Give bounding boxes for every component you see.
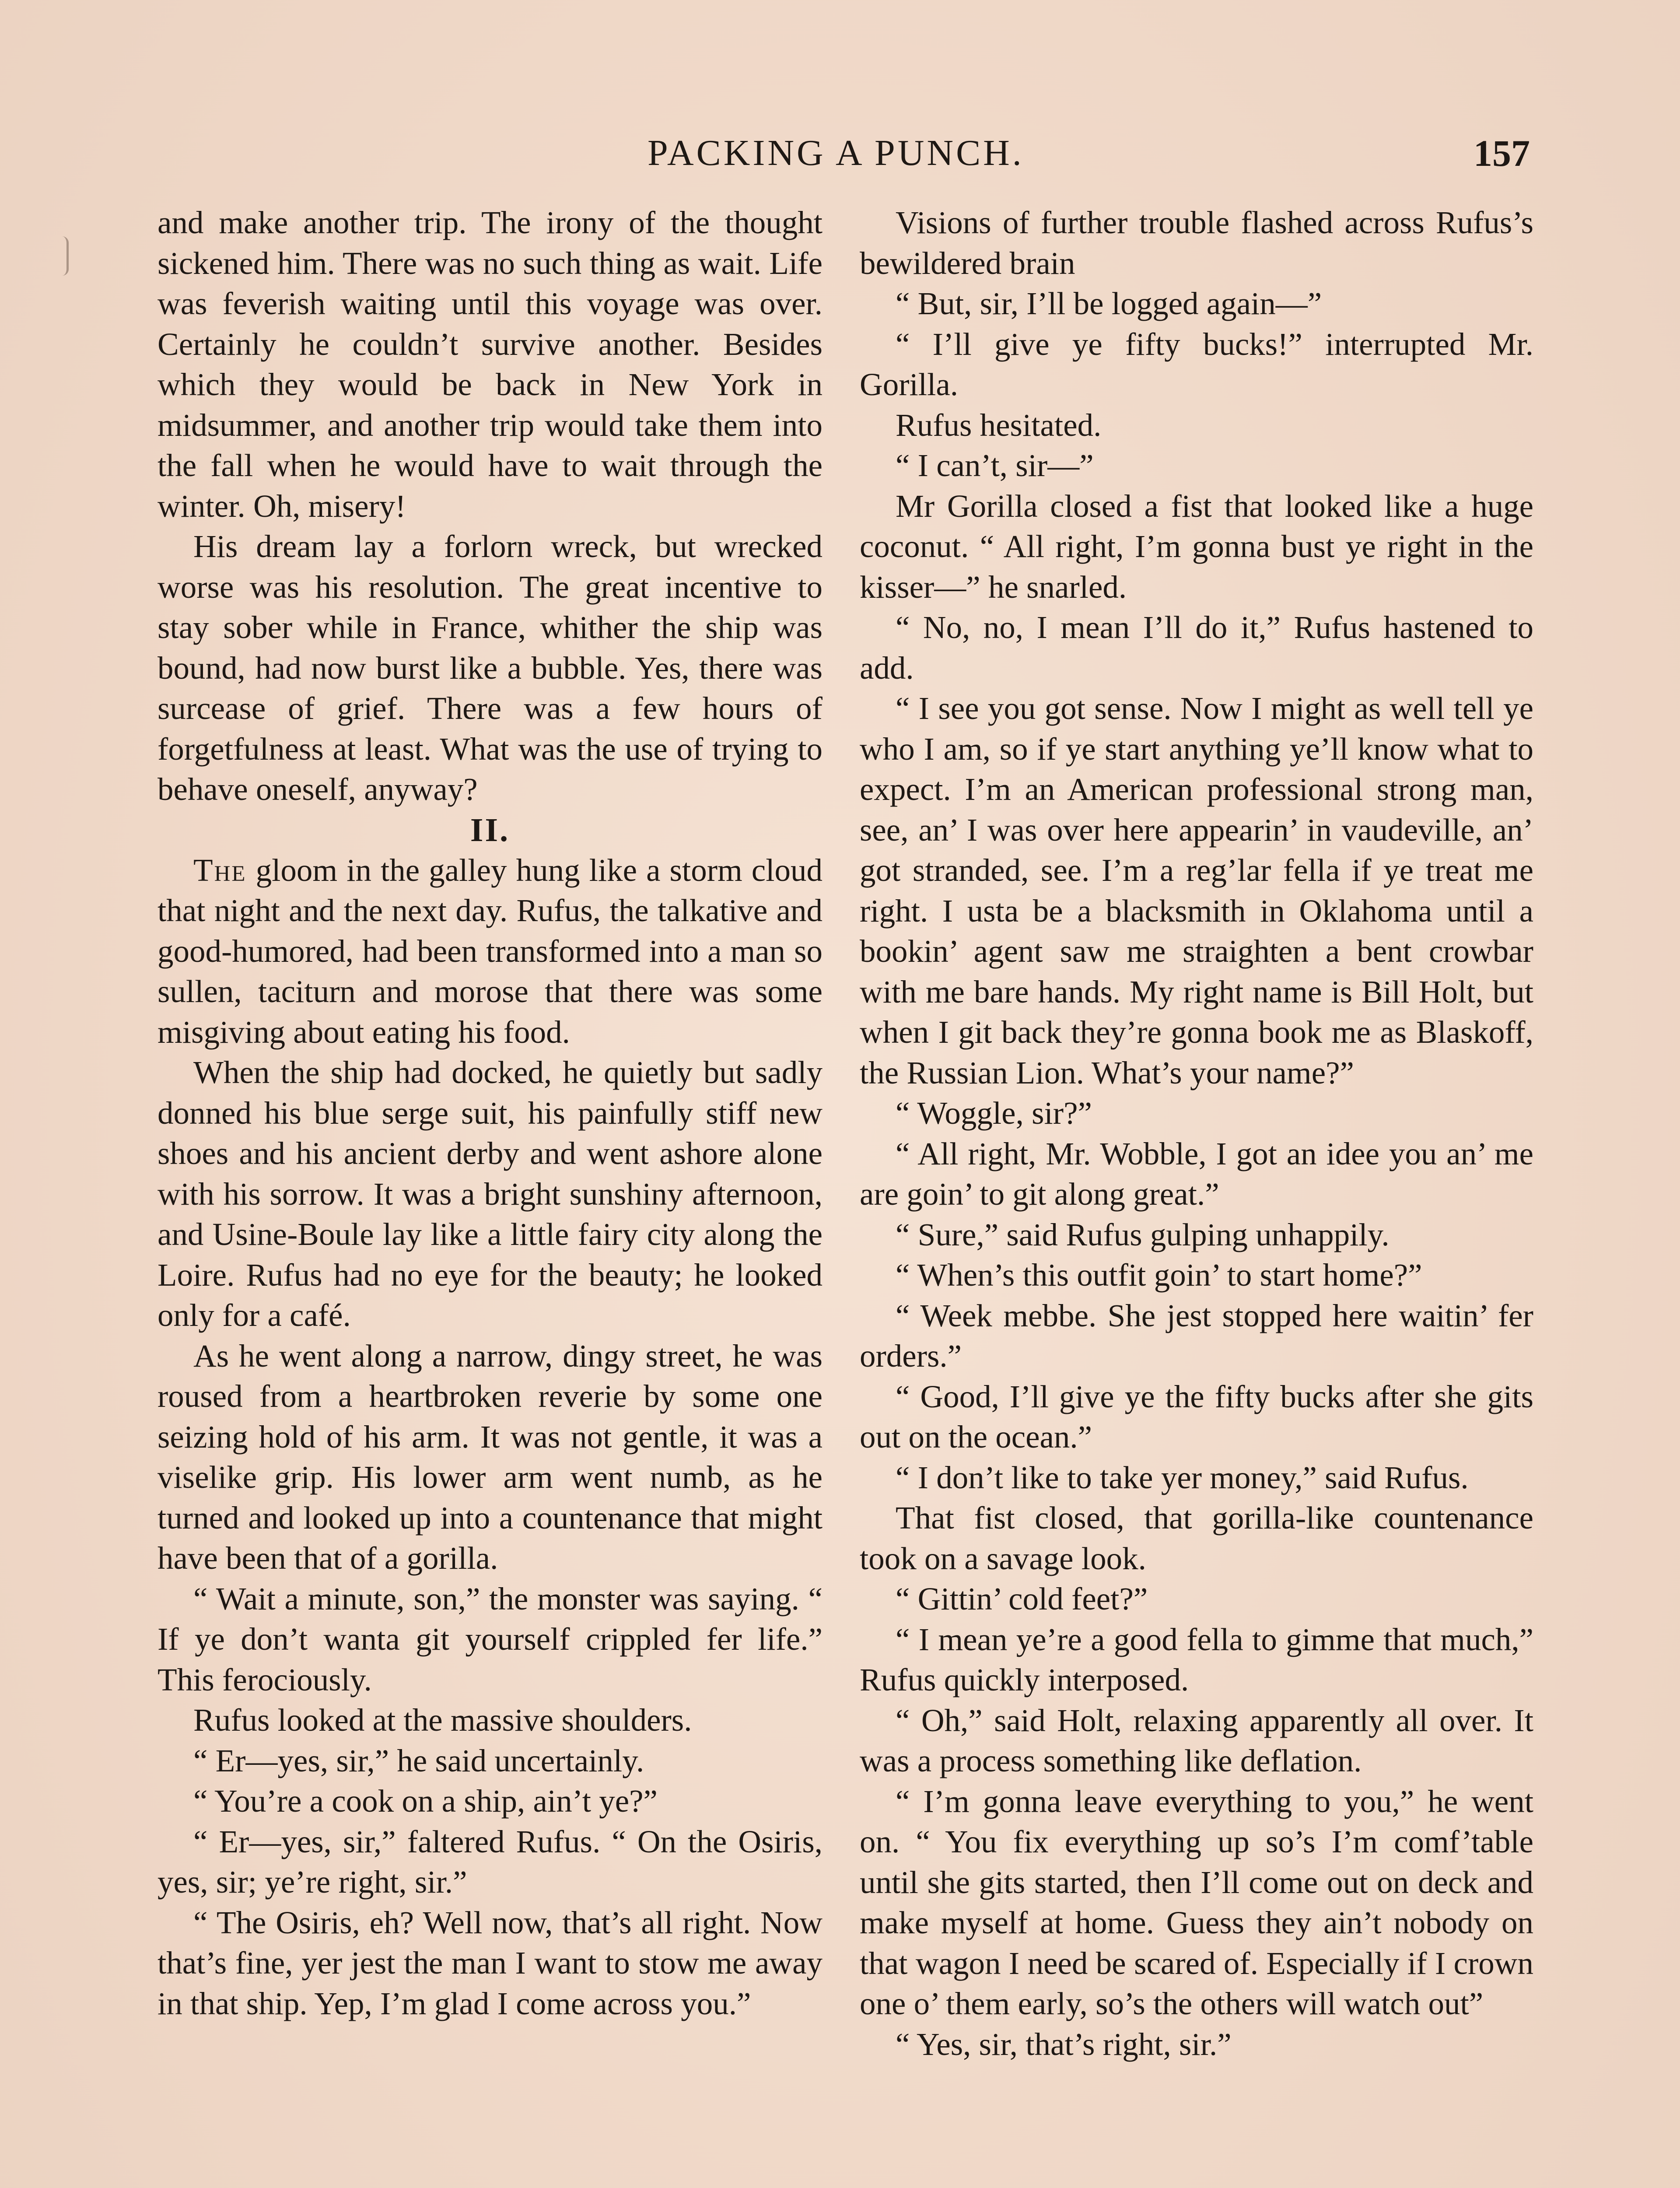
paragraph: Rufus looked at the massive shoulders. [193,1702,692,1738]
paragraph-text: gloom in the galley hung like a storm cloud that night and the next day. Rufus, the talkative and good-humored, had been transformed into a man so sullen, taciturn and morose that there was some misgiving about eating his food. [158,852,822,1050]
paragraph: “ Oh,” said Holt, relaxing apparently all over. It was a process something like deflation. [860,1702,1533,1778]
section-heading: II. [470,811,510,849]
paragraph: “ Er—yes, sir,” faltered Rufus. “ On the Osiris, yes, sir; ye’re right, sir.” [158,1823,822,1900]
margin-pencil-mark [62,236,69,276]
paragraph: “ I see you got sense. Now I might as well tell ye who I am, so if ye start anything ye’ll know what to expect. I’m an American professional strong man, see, an’ I was over here appearin’ in vaudeville, an’ got stranded, see. I’m a reg’lar fella if ye treat me right. I usta be a blacksmith in Oklahoma until a bookin’ agent saw me straighten a bent crowbar with me bare hands. My right name is Bill Holt, but when I git back they’re gonna book me as Blaskoff, the Russian Lion. What’s your name?” [860,691,1533,1090]
paragraph: “ All right, Mr. Wobble, I got an idee you an’ me are goin’ to git along great.” [860,1136,1533,1212]
paragraph: When the ship had docked, he quietly but sadly donned his blue serge suit, his painfully stiff new shoes and his ancient derby and went ashore alone with his sorrow. It was a bright sunshiny afternoon, and Usine-Boule lay like a little fairy city along the Loire. Rufus had no eye for the beauty; he looked only for a café. [158,1055,822,1333]
paragraph: “ Wait a minute, son,” the monster was saying. “ If ye don’t wanta git yourself crippled fer life.” This ferociously. [158,1581,822,1697]
small-caps-lead: The [193,852,247,888]
paragraph: “ I don’t like to take yer money,” said Rufus. [896,1459,1469,1495]
paragraph: “ When’s this outfit goin’ to start home?” [896,1257,1422,1293]
paragraph: “ I can’t, sir—” [896,448,1094,483]
paragraph: “ You’re a cook on a ship, ain’t ye?” [193,1783,658,1819]
paragraph: “ I’ll give ye fifty bucks!” interrupted Mr. Gorilla. [860,326,1533,402]
right-column [860,203,1533,2065]
running-title: PACKING A PUNCH. [648,133,1024,173]
paragraph [158,850,822,1053]
paragraph: “ Woggle, sir?” [896,1095,1092,1131]
paragraph: “ But, sir, I’ll be logged again—” [896,286,1322,321]
paragraph: and make another trip. The irony of the thought sickened him. There was no such thing as wait. Life was feverish waiting until this voyage was over. Certainly he couldn’t survive another. Besides which they would be back in New York in midsummer, and another trip would take them into the fall when he would have to wait through the winter. Oh, misery! [158,205,822,524]
paragraph: “ Gittin’ cold feet?” [896,1581,1148,1616]
paragraph: “ Sure,” said Rufus gulping unhappily. [896,1217,1390,1252]
paragraph: Visions of further trouble flashed across Rufus’s bewildered brain [860,205,1533,281]
paragraph: “ I’m gonna leave everything to you,” he went on. “ You fix everything up so’s I’m comf’table until she gits started, then I’ll come out on deck and make myself at home. Guess they ain’t nobody on that wagon I need be scared of. Especially if I crown one o’ them early, so’s the others will watch out” [860,1783,1533,2021]
paragraph: “ I mean ye’re a good fella to gimme that much,” Rufus quickly interposed. [860,1621,1533,1697]
paragraph: Mr Gorilla closed a fist that looked like a huge coconut. “ All right, I’m gonna bust ye right in the kisser—” he snarled. [860,488,1533,605]
paragraph: “ No, no, I mean I’ll do it,” Rufus hastened to add. [860,610,1533,686]
paragraph: That fist closed, that gorilla-like countenance took on a savage look. [860,1500,1533,1576]
paragraph: His dream lay a forlorn wreck, but wrecked worse was his resolution. The great incentive to stay sober while in France, whither the ship was bound, had now burst like a bubble. Yes, there was surcease of grief. There was a few hours of forgetfulness at least. What was the use of trying to behave oneself, anyway? [158,529,822,807]
paragraph: As he went along a narrow, dingy street, he was roused from a heartbroken reverie by some one seizing hold of his arm. It was not gentle, it was a viselike grip. His lower arm went numb, as he turned and looked up into a countenance that might have been that of a gorilla. [158,1338,822,1576]
left-column [158,203,822,2024]
paragraph: “ Er—yes, sir,” he said uncertainly. [193,1743,644,1778]
paragraph: “ Week mebbe. She jest stopped here waitin’ fer orders.” [860,1297,1533,1374]
paragraph: “ Yes, sir, that’s right, sir.” [896,2026,1232,2062]
paragraph: Rufus hesitated. [896,407,1102,443]
page-number: 157 [1474,132,1530,174]
paragraph: “ Good, I’ll give ye the fifty bucks after she gits out on the ocean.” [860,1378,1533,1455]
paragraph: “ The Osiris, eh? Well now, that’s all right. Now that’s fine, yer jest the man I want to stow me away in that ship. Yep, I’m glad I come across you.” [158,1904,822,2021]
